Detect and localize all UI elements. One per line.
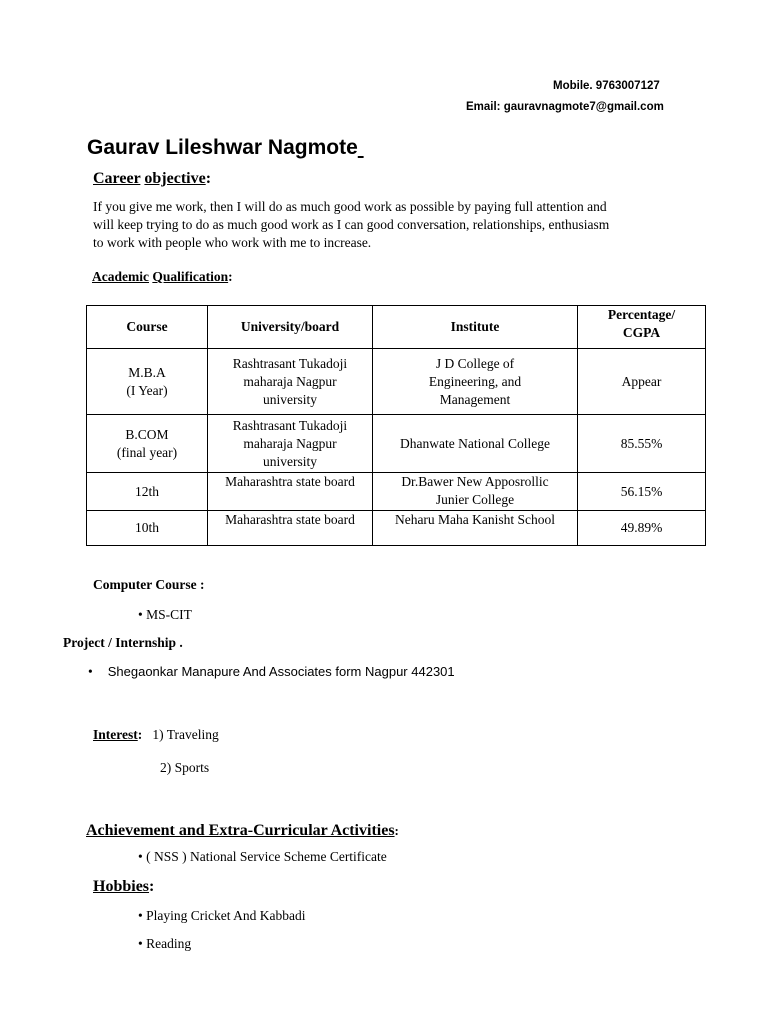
course-cell: 12th (87, 473, 208, 511)
institute-cell: Neharu Maha Kanisht School (373, 511, 578, 546)
university-cell: Maharashtra state board (208, 473, 373, 511)
column-header-institute: Institute (373, 306, 578, 349)
bullet: • (138, 607, 143, 622)
course-cell: 10th (87, 511, 208, 546)
table-row (87, 511, 706, 546)
percentage-cell: Appear (578, 349, 706, 415)
interest-line: Interest: 1) Traveling (93, 727, 219, 742)
project-internship-heading: Project / Internship . (63, 635, 183, 650)
university-cell: Rashtrasant Tukadoji maharaja Nagpur university (208, 415, 373, 473)
university-cell: Maharashtra state board (208, 511, 373, 546)
interest-heading: Interest (93, 727, 138, 742)
table-header-row (87, 306, 706, 349)
interest-item: 2) Sports (160, 760, 210, 775)
table-row (87, 349, 706, 415)
column-header-university: University/board (208, 306, 373, 349)
university-cell: Rashtrasant Tukadoji maharaja Nagpur university (208, 349, 373, 415)
table-row (87, 473, 706, 511)
bullet: • (88, 664, 93, 679)
career-objective-heading: Career objective: (93, 170, 212, 187)
institute-cell: Dhanwate National College (373, 415, 578, 473)
list-item: • MS-CIT (138, 607, 192, 622)
institute-cell: J D College of Engineering, and Management (373, 349, 578, 415)
percentage-cell: 85.55% (578, 415, 706, 473)
achievement-heading: Achievement and Extra-Curricular Activities: (86, 822, 399, 839)
course-cell: M.B.A (I Year) (87, 349, 208, 415)
bullet: • (138, 849, 143, 864)
career-objective-text: If you give me work, then I will do as much good work as possible by paying full attention and will keep trying to do as much good work as I can good conversation, relationships, enthusiasm to work with people who work with me to increase. (93, 199, 610, 250)
percentage-cell: 49.89% (578, 511, 706, 546)
list-item: • ( NSS ) National Service Scheme Certificate (138, 849, 387, 864)
course-cell: B.COM (final year) (87, 415, 208, 473)
column-header-course: Course (87, 306, 208, 349)
academic-table (86, 305, 706, 546)
computer-course-heading: Computer Course : (93, 577, 205, 592)
email-address: Email: gauravnagmote7@gmail.com (466, 101, 664, 113)
bullet: • (138, 936, 143, 951)
academic-qualification-heading: Academic Qualification: (92, 269, 233, 284)
candidate-name: Gaurav Lileshwar Nagmote (87, 136, 358, 159)
list-item: • Shegaonkar Manapure And Associates form Nagpur 442301 (88, 664, 455, 679)
mobile-number: Mobile. 9763007127 (553, 80, 660, 92)
list-item: • Reading (138, 936, 192, 951)
institute-cell: Dr.Bawer New Apposrollic Junier College (373, 473, 578, 511)
table-row (87, 415, 706, 473)
bullet: • (138, 908, 143, 923)
percentage-cell: 56.15% (578, 473, 706, 511)
hobbies-heading: Hobbies: (93, 878, 155, 895)
column-header-percentage: Percentage/ CGPA (578, 306, 706, 349)
list-item: • Playing Cricket And Kabbadi (138, 908, 306, 923)
interest-item: 1) Traveling (152, 727, 219, 742)
